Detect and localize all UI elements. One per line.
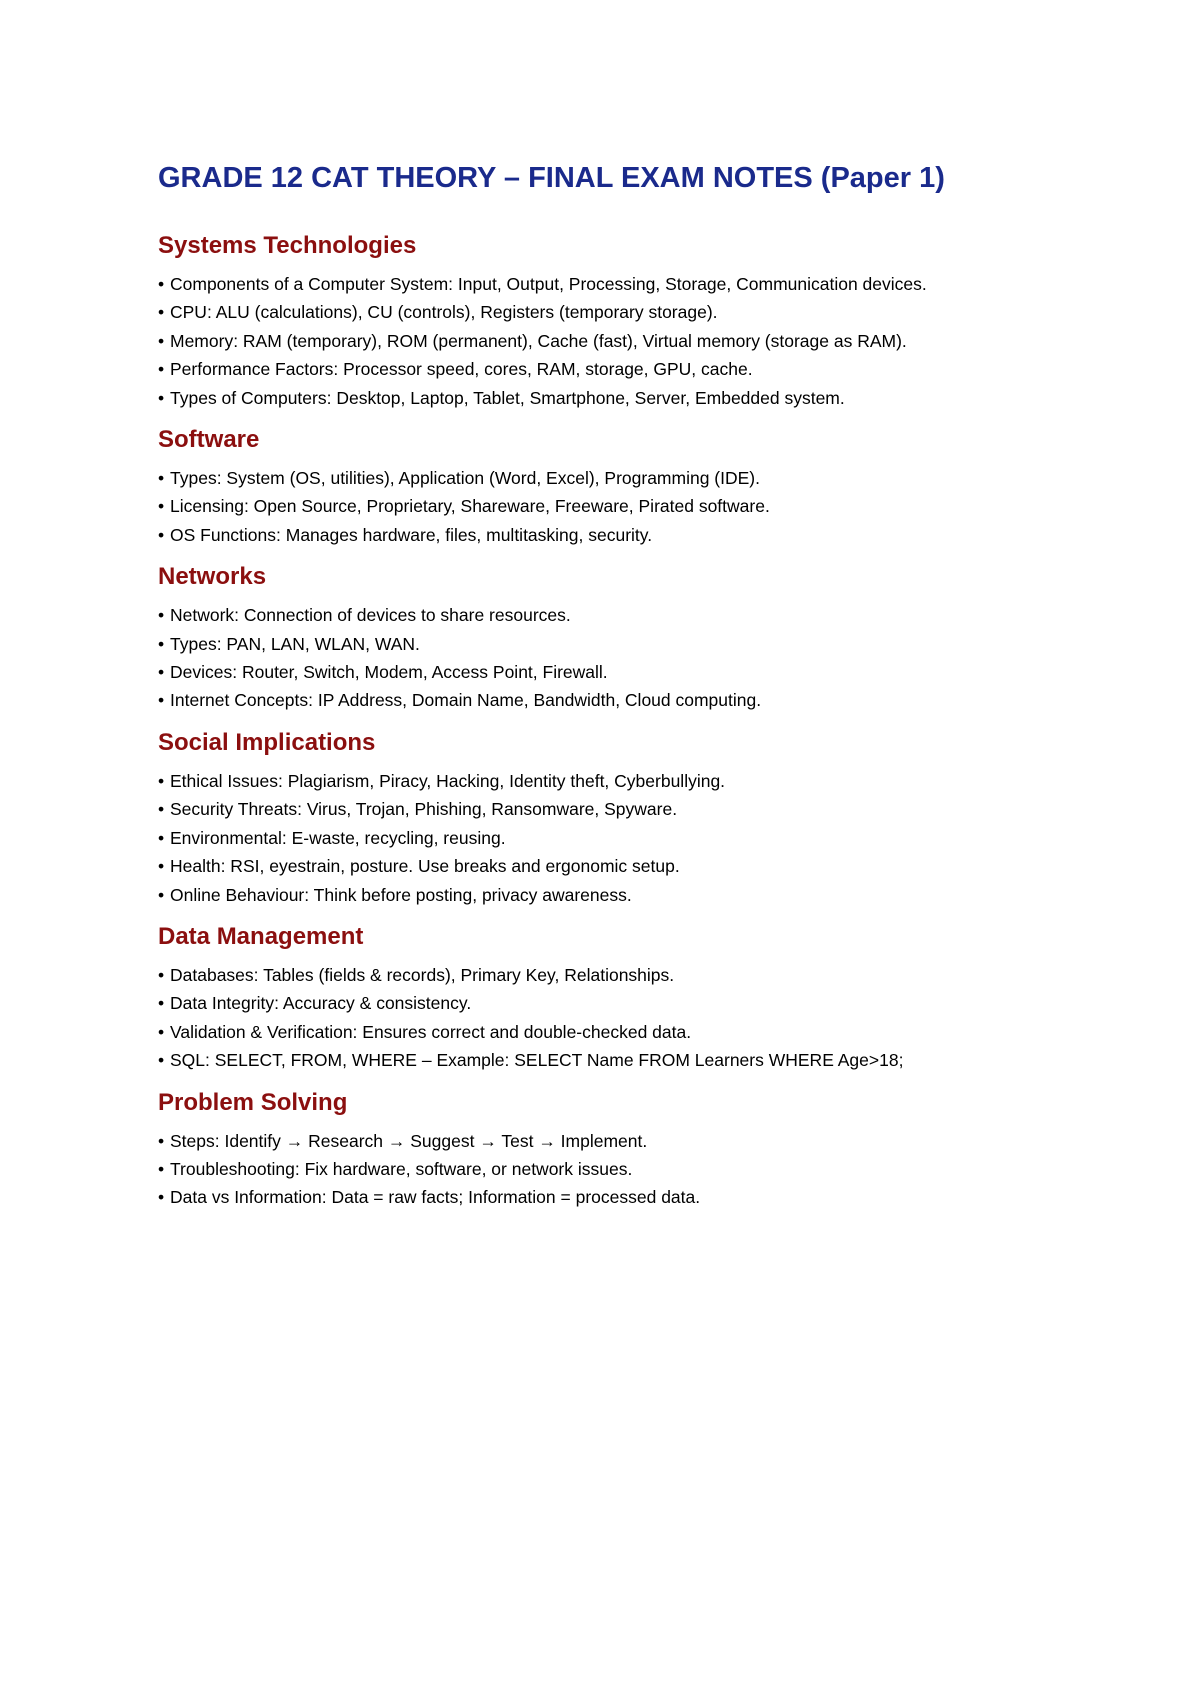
bullet-text: CPU: ALU (calculations), CU (controls), Registers (temporary storage). bbox=[170, 302, 718, 323]
bullet-icon: • bbox=[158, 274, 165, 294]
bullet-text: Types: PAN, LAN, WLAN, WAN. bbox=[170, 633, 420, 654]
section-heading: Networks bbox=[158, 563, 267, 591]
bullet-list bbox=[158, 464, 1118, 549]
bullet-item bbox=[158, 1155, 1118, 1183]
bullet-item bbox=[158, 686, 1118, 714]
bullet-text: SQL: SELECT, FROM, WHERE – Example: SELECT Name FROM Learners WHERE Age>18; bbox=[170, 1050, 904, 1071]
section-heading: Software bbox=[158, 426, 260, 454]
section-systems-technologies bbox=[158, 230, 1118, 412]
bullet-icon: • bbox=[158, 856, 165, 877]
bullet-list bbox=[158, 270, 1118, 412]
bullet-text: Data Integrity: Accuracy & consistency. bbox=[170, 993, 472, 1014]
bullet-item bbox=[158, 492, 1118, 520]
bullet-icon: • bbox=[158, 1158, 165, 1179]
section-heading: Problem Solving bbox=[158, 1088, 348, 1116]
bullet-text: Validation & Verification: Ensures correct and double-checked data. bbox=[170, 1021, 692, 1042]
bullet-text: Environmental: E-waste, recycling, reusing. bbox=[170, 827, 506, 848]
bullet-icon: • bbox=[158, 330, 165, 351]
bullet-text: Licensing: Open Source, Proprietary, Shareware, Freeware, Pirated software. bbox=[170, 496, 770, 517]
section-networks bbox=[158, 561, 1118, 715]
sections-container bbox=[158, 230, 1118, 1212]
bullet-item bbox=[158, 961, 1118, 989]
bullet-item bbox=[158, 852, 1118, 880]
bullet-text: Network: Connection of devices to share resources. bbox=[170, 605, 571, 626]
bullet-icon: • bbox=[158, 633, 165, 654]
bullet-icon: • bbox=[158, 770, 165, 791]
bullet-list bbox=[158, 1127, 1118, 1212]
section-data-management bbox=[158, 921, 1118, 1075]
document-title: GRADE 12 CAT THEORY – FINAL EXAM NOTES (Paper 1) bbox=[158, 162, 945, 194]
bullet-icon: • bbox=[158, 387, 165, 408]
bullet-text: Components of a Computer System: Input, Output, Processing, Storage, Communication devices. bbox=[170, 274, 927, 294]
bullet-item bbox=[158, 1127, 1118, 1155]
bullet-text: Online Behaviour: Think before posting, privacy awareness. bbox=[170, 884, 632, 905]
bullet-item bbox=[158, 1046, 1118, 1074]
bullet-item bbox=[158, 630, 1118, 658]
bullet-icon: • bbox=[158, 827, 165, 848]
bullet-icon: • bbox=[158, 468, 165, 489]
bullet-icon: • bbox=[158, 1130, 165, 1151]
bullet-item bbox=[158, 795, 1118, 823]
bullet-item bbox=[158, 1018, 1118, 1046]
bullet-item bbox=[158, 658, 1118, 686]
bullet-item bbox=[158, 464, 1118, 492]
bullet-list bbox=[158, 767, 1118, 909]
bullet-icon: • bbox=[158, 524, 165, 545]
bullet-item bbox=[158, 384, 1118, 412]
bullet-text: Databases: Tables (fields & records), Primary Key, Relationships. bbox=[170, 964, 675, 985]
bullet-icon: • bbox=[158, 1187, 165, 1208]
bullet-item bbox=[158, 521, 1118, 549]
bullet-item bbox=[158, 1183, 1118, 1211]
bullet-icon: • bbox=[158, 662, 165, 683]
bullet-text: Troubleshooting: Fix hardware, software, or network issues. bbox=[170, 1158, 633, 1179]
bullet-icon: • bbox=[158, 884, 165, 905]
bullet-text: Devices: Router, Switch, Modem, Access Point, Firewall. bbox=[170, 662, 608, 683]
bullet-item bbox=[158, 824, 1118, 852]
section-heading: Data Management bbox=[158, 922, 364, 950]
section-heading: Social Implications bbox=[158, 728, 376, 756]
bullet-item bbox=[158, 327, 1118, 355]
bullet-item bbox=[158, 355, 1118, 383]
bullet-icon: • bbox=[158, 1050, 165, 1071]
bullet-text: Security Threats: Virus, Trojan, Phishing, Ransomware, Spyware. bbox=[170, 799, 678, 820]
bullet-text: Internet Concepts: IP Address, Domain Name, Bandwidth, Cloud computing. bbox=[170, 690, 762, 711]
bullet-icon: • bbox=[158, 1021, 165, 1042]
bullet-icon: • bbox=[158, 993, 165, 1014]
bullet-text: Data vs Information: Data = raw facts; Information = processed data. bbox=[170, 1187, 701, 1208]
bullet-icon: • bbox=[158, 605, 165, 626]
bullet-item bbox=[158, 767, 1118, 795]
bullet-text: Memory: RAM (temporary), ROM (permanent), Cache (fast), Virtual memory (storage as RAM). bbox=[170, 330, 907, 351]
bullet-list bbox=[158, 961, 1118, 1075]
bullet-icon: • bbox=[158, 359, 165, 380]
bullet-item bbox=[158, 881, 1118, 909]
bullet-icon: • bbox=[158, 496, 165, 517]
bullet-text: Ethical Issues: Plagiarism, Piracy, Hacking, Identity theft, Cyberbullying. bbox=[170, 770, 726, 791]
section-heading: Systems Technologies bbox=[158, 232, 417, 259]
document-page bbox=[158, 158, 1118, 1212]
section-software bbox=[158, 424, 1118, 549]
bullet-icon: • bbox=[158, 690, 165, 711]
section-social-implications bbox=[158, 727, 1118, 909]
section-problem-solving bbox=[158, 1087, 1118, 1212]
bullet-item bbox=[158, 601, 1118, 629]
bullet-text: OS Functions: Manages hardware, files, multitasking, security. bbox=[170, 524, 653, 545]
bullet-text: Performance Factors: Processor speed, cores, RAM, storage, GPU, cache. bbox=[170, 359, 753, 380]
bullet-text: Types: System (OS, utilities), Application (Word, Excel), Programming (IDE). bbox=[170, 468, 760, 489]
bullet-icon: • bbox=[158, 964, 165, 985]
bullet-item bbox=[158, 989, 1118, 1017]
bullet-text: Health: RSI, eyestrain, posture. Use breaks and ergonomic setup. bbox=[170, 856, 680, 877]
bullet-item bbox=[158, 298, 1118, 326]
bullet-item bbox=[158, 270, 1118, 298]
bullet-text: Types of Computers: Desktop, Laptop, Tablet, Smartphone, Server, Embedded system. bbox=[170, 387, 845, 408]
bullet-list bbox=[158, 601, 1118, 715]
bullet-icon: • bbox=[158, 799, 165, 820]
bullet-icon: • bbox=[158, 302, 165, 323]
bullet-text: Steps: Identify → Research → Suggest → Test → Implement. bbox=[170, 1130, 648, 1151]
